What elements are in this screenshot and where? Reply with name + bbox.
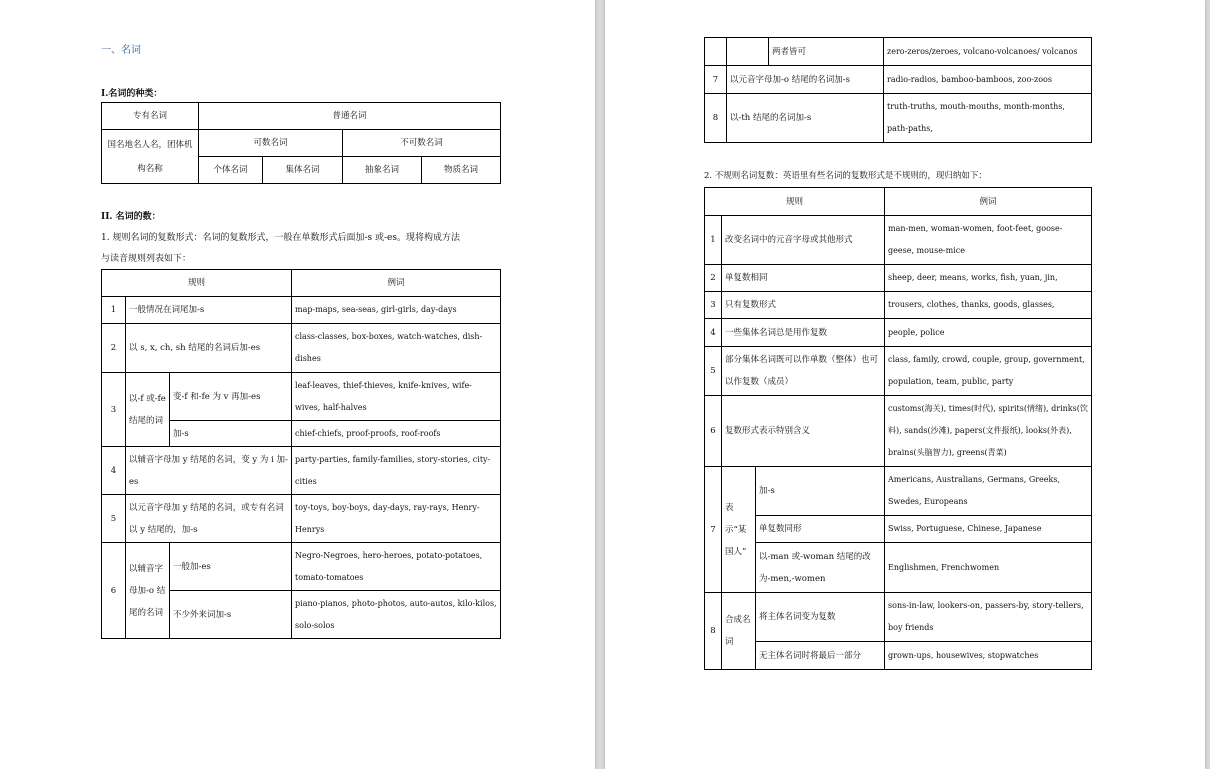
- table-row: [705, 396, 1092, 467]
- collective-cell: 集体名词: [263, 157, 343, 184]
- example-cell: people, police: [885, 319, 1092, 347]
- left-page: [0, 0, 595, 769]
- example-cell: radio-radios, bamboo-bamboos, zoo-zoos: [884, 66, 1092, 94]
- table-row: [705, 516, 1092, 543]
- intro-line-1: 1. 规则名词的复数形式：名词的复数形式，一般在单数形式后面加-s 或-es。现将构成方法: [101, 233, 460, 243]
- row-number: 8: [705, 593, 722, 670]
- empty-cell: [727, 38, 769, 66]
- row-number: 1: [705, 216, 722, 265]
- noun-types-table: [101, 102, 501, 184]
- example-cell: sheep, deer, means, works, fish, yuan, jin,: [885, 265, 1092, 292]
- example-cell: Englishmen, Frenchwomen: [885, 543, 1092, 593]
- rule-cell: 以辅音字母加-o 结尾的名词: [126, 543, 170, 639]
- rule-cell: 以元音字母加-o 结尾的名词加-s: [727, 66, 884, 94]
- rule-cell: 复数形式表示特别含义: [722, 396, 885, 467]
- irregular-heading: 2. 不规则名词复数：英语里有些名词的复数形式是不规则的，现归纳如下：: [704, 171, 987, 181]
- row-number: 4: [705, 319, 722, 347]
- example-cell: trousers, clothes, thanks, goods, glasses,: [885, 292, 1092, 319]
- table-row: [102, 495, 501, 543]
- table-row: [705, 216, 1092, 265]
- individual-cell: 个体名词: [199, 157, 263, 184]
- example-cell: Americans, Australians, Germans, Greeks, Swedes, Europeans: [885, 467, 1092, 516]
- section-title: 一、名词: [101, 45, 141, 56]
- sub-rule-cell: 不少外来词加-s: [170, 591, 292, 639]
- types-heading: I.名词的种类：: [101, 89, 163, 99]
- regular-plural-table-continued: [704, 37, 1092, 143]
- table-row: [705, 265, 1092, 292]
- example-cell: class, family, crowd, couple, group, government, population, team, public, party: [885, 347, 1092, 396]
- irregular-header-example: 例词: [885, 188, 1092, 216]
- example-cell: grown-ups, housewives, stopwatches: [885, 642, 1092, 670]
- rule-cell: 以-f 或-fe 结尾的词: [126, 373, 170, 447]
- proper-desc-cell: 国名地名人名，团体机构名称: [102, 130, 199, 184]
- row-number: 3: [705, 292, 722, 319]
- sub-rule-cell: 以-man 或-woman 结尾的改为-men,-women: [756, 543, 885, 593]
- sub-rule-cell: 加-s: [170, 421, 292, 447]
- sub-rule-cell: 无主体名词时将最后一部分: [756, 642, 885, 670]
- example-cell: piano-pianos, photo-photos, auto-autos, kilo-kilos, solo-solos: [292, 591, 501, 639]
- rule-cell: 只有复数形式: [722, 292, 885, 319]
- row-number: 2: [705, 265, 722, 292]
- table-row: [705, 347, 1092, 396]
- countable-cell: 可数名词: [199, 130, 343, 157]
- row-number: 5: [705, 347, 722, 396]
- example-cell: Negro-Negroes, hero-heroes, potato-potatoes, tomato-tomatoes: [292, 543, 501, 591]
- row-number: 7: [705, 66, 727, 94]
- uncountable-cell: 不可数名词: [343, 130, 501, 157]
- rule-cell: 以 s, x, ch, sh 结尾的名词后加-es: [126, 324, 292, 373]
- row-number: 5: [102, 495, 126, 543]
- row-number: 3: [102, 373, 126, 447]
- table-row: [705, 642, 1092, 670]
- row-number: 4: [102, 447, 126, 495]
- rules-header-rule: 规则: [102, 270, 292, 297]
- sub-rule-cell: 变-f 和-fe 为 v 再加-es: [170, 373, 292, 421]
- rule-cell: 以辅音字母加 y 结尾的名词，变 y 为 i 加-es: [126, 447, 292, 495]
- material-cell: 物质名词: [422, 157, 501, 184]
- table-row: [705, 66, 1092, 94]
- table-row: [705, 292, 1092, 319]
- right-page: [605, 0, 1205, 769]
- table-row: [102, 324, 501, 373]
- rule-cell: 一些集体名词总是用作复数: [722, 319, 885, 347]
- proper-noun-cell: 专有名词: [102, 103, 199, 130]
- sub-rule-cell: 单复数同形: [756, 516, 885, 543]
- example-cell: customs(海关), times(时代), spirits(情绪), drinks(饮料), sands(沙滩), papers(文件报纸), looks(外表), brains(头脑智力), greens(青菜): [885, 396, 1092, 467]
- row-number: 8: [705, 94, 727, 143]
- table-row: [705, 38, 1092, 66]
- row-number: 1: [102, 297, 126, 324]
- table-row: [705, 94, 1092, 143]
- example-cell: man-men, woman-women, foot-feet, goose-geese, mouse-mice: [885, 216, 1092, 265]
- rule-cell: 合成名词: [722, 593, 756, 670]
- rule-cell: 表示“某国人”: [722, 467, 756, 593]
- example-cell: chief-chiefs, proof-proofs, roof-roofs: [292, 421, 501, 447]
- example-cell: leaf-leaves, thief-thieves, knife-knives, wife-wives, half-halves: [292, 373, 501, 421]
- row-number: 6: [102, 543, 126, 639]
- table-row: [102, 543, 501, 591]
- table-row: [705, 543, 1092, 593]
- example-cell: map-maps, sea-seas, girl-girls, day-days: [292, 297, 501, 324]
- example-cell: zero-zeros/zeroes, volcano-volcanoes/ volcanos: [884, 38, 1092, 66]
- rule-cell: 改变名词中的元音字母或其他形式: [722, 216, 885, 265]
- row-number: 2: [102, 324, 126, 373]
- row-number: [705, 38, 727, 66]
- sub-rule-cell: 一般加-es: [170, 543, 292, 591]
- example-cell: Swiss, Portuguese, Chinese, Japanese: [885, 516, 1092, 543]
- table-row: [102, 447, 501, 495]
- sub-rule-cell: 加-s: [756, 467, 885, 516]
- abstract-cell: 抽象名词: [343, 157, 422, 184]
- table-row: [705, 593, 1092, 642]
- example-cell: class-classes, box-boxes, watch-watches, dish-dishes: [292, 324, 501, 373]
- row-number: 6: [705, 396, 722, 467]
- table-row: [102, 373, 501, 421]
- sub-rule-cell: 两者皆可: [769, 38, 884, 66]
- intro-line-2: 与读音规则列表如下：: [101, 254, 192, 264]
- rule-cell: 以元音字母加 y 结尾的名词，或专有名词以 y 结尾的，加-s: [126, 495, 292, 543]
- table-row: [102, 297, 501, 324]
- rule-cell: 以-th 结尾的名词加-s: [727, 94, 884, 143]
- table-row: [705, 319, 1092, 347]
- number-heading: II. 名词的数：: [101, 212, 161, 222]
- irregular-plural-table: [704, 187, 1092, 670]
- table-row: [705, 467, 1092, 516]
- example-cell: party-parties, family-families, story-stories, city-cities: [292, 447, 501, 495]
- rule-cell: 部分集体名词既可以作单数（整体）也可以作复数（成员）: [722, 347, 885, 396]
- rule-cell: 单复数相同: [722, 265, 885, 292]
- irregular-header-rule: 规则: [705, 188, 885, 216]
- example-cell: truth-truths, mouth-mouths, month-months, path-paths,: [884, 94, 1092, 143]
- rules-header-example: 例词: [292, 270, 501, 297]
- example-cell: sons-in-law, lookers-on, passers-by, story-tellers, boy friends: [885, 593, 1092, 642]
- row-number: 7: [705, 467, 722, 593]
- regular-plural-table: [101, 269, 501, 639]
- sub-rule-cell: 将主体名词变为复数: [756, 593, 885, 642]
- common-noun-cell: 普通名词: [199, 103, 501, 130]
- rule-cell: 一般情况在词尾加-s: [126, 297, 292, 324]
- intro-paragraph: [101, 228, 511, 270]
- example-cell: toy-toys, boy-boys, day-days, ray-rays, Henry-Henrys: [292, 495, 501, 543]
